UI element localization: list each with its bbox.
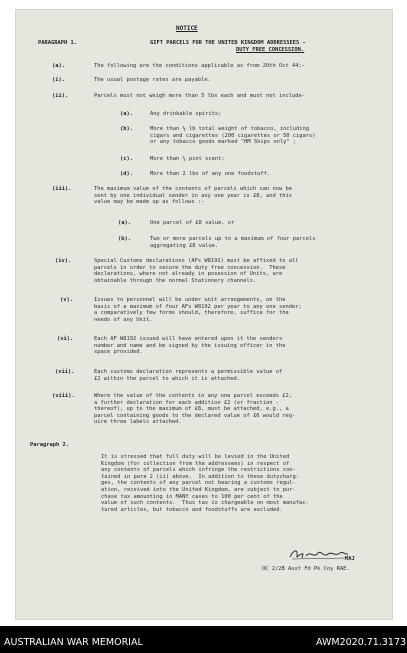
- paragraph-2-line: tured articles, but tobacco and foodstuffs are excluded.: [101, 506, 283, 513]
- paragraph-2-line: Kingdom (for collection from the addressees) in respect of: [101, 460, 290, 467]
- subitem-text-line: Two or more parcels up to a maximum of four parcels: [150, 236, 316, 242]
- paragraph-2-line: ation, received into the United Kingdom, are subject to pur-: [101, 487, 296, 493]
- subitem-label-ii-1: (b).: [120, 126, 133, 132]
- subitem-text-line: Any drinkable spirits;: [150, 111, 222, 117]
- item-text-line: £2 within the parcel to which it is attached.: [94, 375, 241, 382]
- item-label-6: (vi).: [57, 336, 74, 342]
- subitem-text-line: More than ½ lb total weight of tobacco, including: [150, 126, 310, 132]
- subitem-text-line: More than 2 lbs of any one foodstuff.: [150, 171, 271, 177]
- item-text-line: Where the value of the contents in any one parcel exceeds £2,: [94, 393, 292, 399]
- subitem-text-line: More than ¼ pint scent;: [150, 156, 225, 162]
- footer-accession-number: AWM2020.71.3173: [316, 637, 407, 648]
- paragraph-2-line: It is stressed that full duty will be levied in the United: [101, 454, 290, 460]
- item-text-line: a further declaration for each addition £2 (or fraction -: [94, 399, 279, 406]
- item-label-2: (ii).: [52, 93, 69, 99]
- subitem-text-line: cigars and cigarettes (200 cigarettes or 50 cigars): [150, 132, 316, 139]
- item-text-line: sent by one individual sender in any one year is £8, and this: [94, 192, 292, 199]
- item-text-line: a comparatively few forms should, therefore, suffice for the: [94, 310, 289, 317]
- item-text-line: number and name and be signed by the issuing officer in the: [94, 342, 286, 349]
- item-text-line: basis of a maximum of four AFs W8192 per year to any one sender;: [94, 303, 302, 310]
- footer-institution: AUSTRALIAN WAR MEMORIAL: [4, 637, 143, 648]
- paragraph-1-label: PARAGRAPH 1.: [38, 40, 77, 46]
- item-text-line: uire three labels attached.: [94, 419, 182, 426]
- subitem-text-line: aggregating £8 value.: [150, 242, 219, 249]
- item-label-1: (i).: [52, 77, 65, 83]
- subitem-label-ii-0: (a).: [120, 111, 133, 117]
- item-text-line: declarations, where not already in posession of Units, are: [94, 271, 283, 278]
- item-text-line: Parcels must not weigh more than 5 lbs each and must not include-: [94, 93, 305, 99]
- signature-block: OC 2/2B Aust Fd Pk Coy RAE.: [262, 566, 350, 572]
- paragraph-2-line: ges, the contents of any parcel not bearing a customs regul-: [101, 480, 296, 487]
- item-text-line: Each customs declaration represents a permissible value of: [94, 369, 283, 375]
- paragraph-2-label: Paragraph 2.: [30, 442, 69, 448]
- item-label-0: (a).: [52, 63, 65, 69]
- item-text-line: parcel containing goods to the declared value of £6 would req-: [94, 412, 296, 419]
- subject-line-1: GIFT PARCELS FOR THE UNITED KINGDOM ADDRESSEES -: [150, 40, 306, 46]
- subitem-text-line: One parcel of £8 value, or: [150, 220, 235, 226]
- item-label-3: (iii).: [52, 186, 72, 192]
- notice-heading: NOTICE: [176, 25, 198, 32]
- paragraph-2-line: value of such contents. Thus tax is chargeable on most manufac-: [101, 500, 309, 507]
- item-text-line: obtainable through the normal Stationery channels.: [94, 277, 257, 284]
- handwritten-signature: [288, 547, 350, 561]
- item-label-7: (vii).: [55, 369, 75, 375]
- item-text-line: needs of any Unit.: [94, 316, 153, 323]
- subitem-label-ii-2: (c).: [120, 156, 133, 162]
- subitem-label-iii-0: (a).: [118, 220, 131, 226]
- item-text-line: The maximum value of the contents of parcels which can now be: [94, 186, 292, 192]
- item-label-4: (iv).: [55, 258, 72, 264]
- archive-footer: [0, 626, 407, 653]
- item-text-line: The following are the conditions applicable as from 20th Oct 44;-: [94, 63, 305, 69]
- subitem-text-line: or any tobacco goods marked "HM Ships only" ;: [150, 139, 297, 146]
- paragraph-2-line: chase tax amounting in MANY cases to 100 per cent of the: [101, 493, 283, 500]
- subitem-label-ii-3: (d).: [120, 171, 133, 177]
- item-text-line: Issues to personnel will be under unit arrangements, on the: [94, 297, 286, 303]
- item-text-line: The usual postage rates are payable.: [94, 77, 211, 83]
- subitem-label-iii-1: (b).: [118, 236, 131, 242]
- subject-line-2: DUTY FREE CONCESSION.: [236, 47, 305, 53]
- paragraph-2-line: tained in para 2 (ii) above. In addition to these dutycharg-: [101, 473, 299, 480]
- item-label-5: (v).: [60, 297, 73, 303]
- item-label-8: (viii).: [52, 393, 75, 399]
- signature-rank: MAJ: [345, 556, 355, 562]
- item-text-line: Each AF W8192 issued will have entered upon it the senders: [94, 336, 283, 342]
- item-text-line: space provided.: [94, 349, 143, 356]
- paragraph-2-line: any contents of parcels which infringe the restrictions con-: [101, 467, 296, 474]
- item-text-line: Special Customs declarations (AFs W8192) must be affixed to all: [94, 258, 299, 264]
- item-text-line: value may be made up as follows :-: [94, 199, 205, 206]
- item-text-line: thereof), up to the maximum of £8, must be attached, e.g., a: [94, 406, 289, 413]
- item-text-line: parcels in order to secure the duty free concession. These: [94, 264, 286, 271]
